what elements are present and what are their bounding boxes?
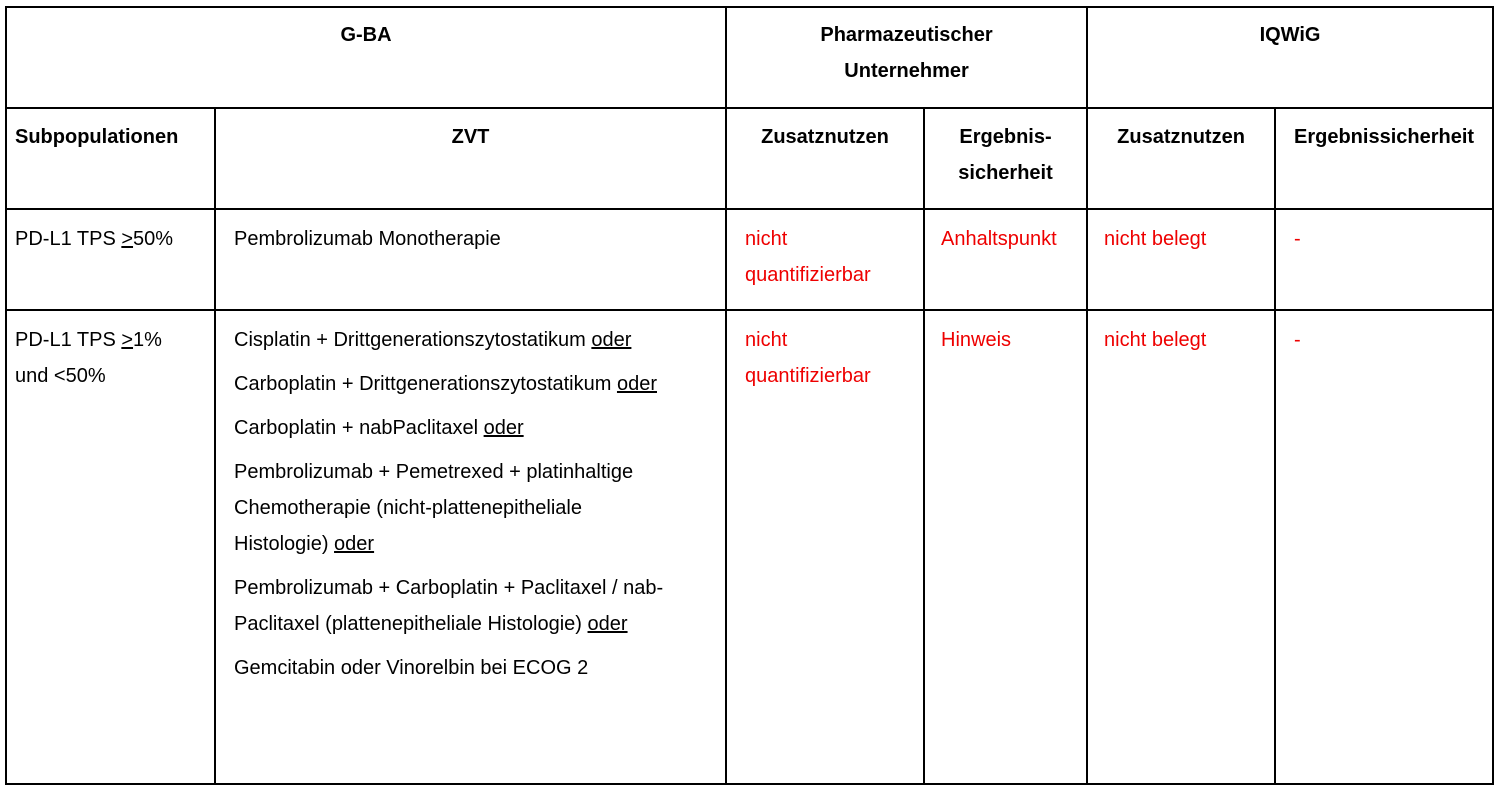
cell-zvt: Pembrolizumab Monotherapie — [215, 209, 726, 310]
cell-iqwig-zusatznutzen: nicht belegt — [1087, 209, 1275, 310]
cell-pu-zusatznutzen: nicht quantifizierbar — [726, 209, 924, 310]
col-header-iqwig-ergebnissicherheit: Ergebnissicherheit — [1275, 108, 1493, 209]
zvt-option: Carboplatin + Drittgenerationszytostatikum oder — [234, 373, 657, 395]
zvt-option: Carboplatin + nabPaclitaxel oder — [234, 417, 524, 439]
zvt-option: Cisplatin + Drittgenerationszytostatikum oder — [234, 329, 632, 351]
greater-equal-symbol: > — [121, 228, 134, 250]
cell-iqwig-ergebnissicherheit: - — [1275, 209, 1493, 310]
table-row — [6, 310, 1493, 784]
oder-connector: oder — [483, 417, 524, 439]
col-header-subpopulationen: Subpopulationen — [6, 108, 215, 209]
cell-pu-zusatznutzen: nicht quantifizierbar — [726, 310, 924, 784]
group-header-iqwig — [1087, 7, 1493, 108]
zvt-option: Pembrolizumab + Pemetrexed + platinhaltige Chemotherapie (nicht-plattenepitheliale Histologie) oder — [234, 461, 634, 555]
zvt-option: Pembrolizumab + Carboplatin + Paclitaxel / nab- Paclitaxel (plattenepitheliale Histologie) oder — [234, 577, 664, 635]
group-header-row — [6, 7, 1493, 108]
col-header-pu-ergebnissicherheit: Ergebnis- sicherheit — [924, 108, 1087, 209]
oder-connector: oder — [591, 329, 632, 351]
oder-connector: oder — [616, 373, 657, 395]
group-header-gba — [6, 7, 726, 108]
group-header-pu — [726, 7, 1087, 108]
col-header-iqwig-zusatznutzen: Zusatznutzen — [1087, 108, 1275, 209]
col-header-pu-zusatznutzen: Zusatznutzen — [726, 108, 924, 209]
oder-connector: oder — [587, 613, 628, 635]
cell-subpopulation: PD-L1 TPS >1% und <50% — [6, 310, 215, 784]
group-label-pu-line1: Pharmazeutischer — [820, 24, 993, 46]
cell-iqwig-zusatznutzen: nicht belegt — [1087, 310, 1275, 784]
group-label-iqwig: IQWiG — [1259, 24, 1321, 46]
oder-connector: oder — [334, 533, 375, 555]
group-label-gba: G-BA — [340, 24, 392, 46]
group-label-pu-line2: Unternehmer — [844, 60, 969, 82]
zvt-option: Gemcitabin oder Vinorelbin bei ECOG 2 — [234, 657, 589, 679]
greater-equal-symbol: > — [121, 329, 134, 351]
cell-pu-ergebnissicherheit: Hinweis — [924, 310, 1087, 784]
table-row — [6, 209, 1493, 310]
cell-pu-ergebnissicherheit: Anhaltspunkt — [924, 209, 1087, 310]
cell-zvt-list — [215, 310, 726, 784]
cell-iqwig-ergebnissicherheit: - — [1275, 310, 1493, 784]
cell-subpopulation: PD-L1 TPS >50% — [6, 209, 215, 310]
benefit-assessment-table — [5, 6, 1494, 785]
column-header-row — [6, 108, 1493, 209]
col-header-zvt: ZVT — [215, 108, 726, 209]
